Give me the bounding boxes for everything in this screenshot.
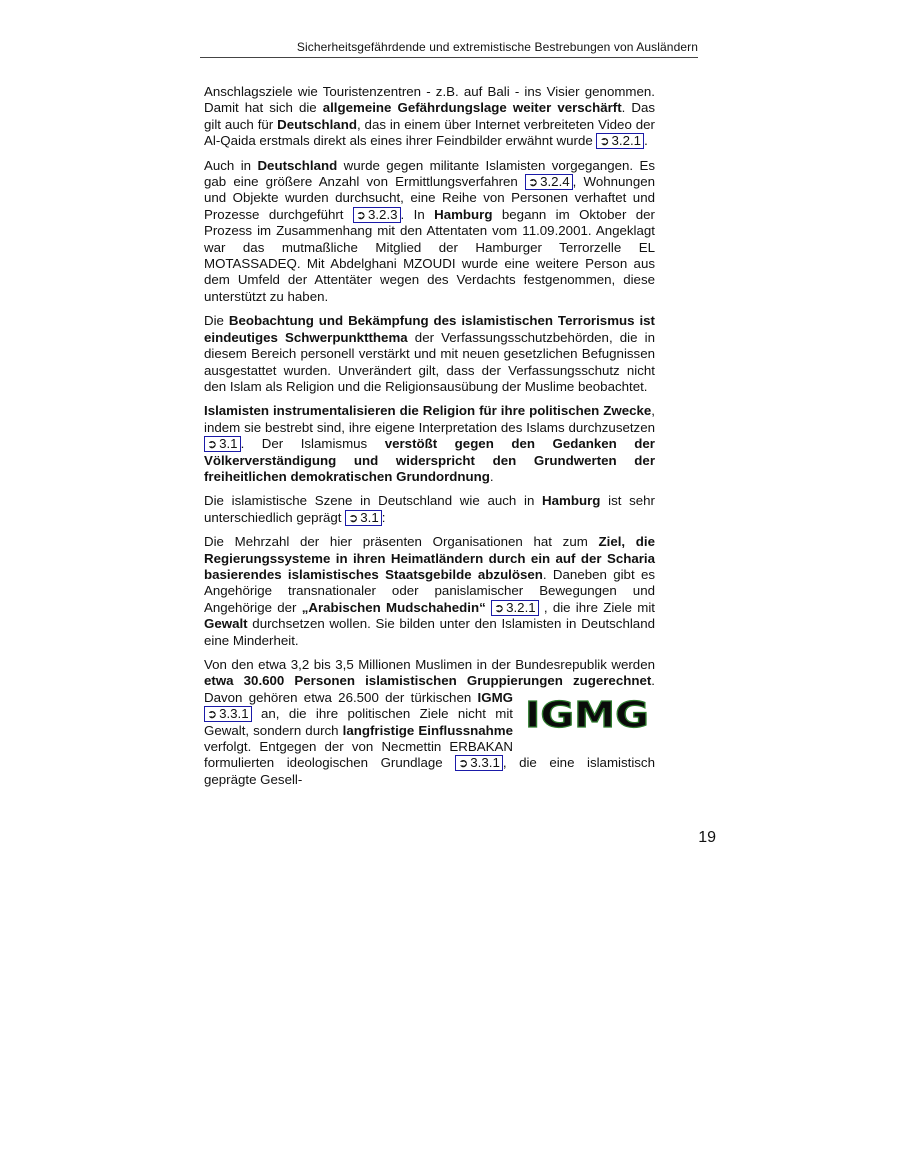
- text: durchsetzen wollen. Sie bilden unter den Islamisten in Deutschland eine Minderheit.: [204, 616, 655, 648]
- page-number: 19: [698, 829, 716, 846]
- text: . In: [400, 206, 435, 222]
- emphasis: Gewalt: [204, 616, 248, 632]
- text: .: [644, 133, 648, 149]
- reference-label: 3.1: [360, 509, 379, 525]
- header-rule: [200, 57, 698, 58]
- text: , die eine islamistisch geprägte Gesell-: [204, 755, 655, 787]
- text: begann im Oktober der Prozess im Zusammenhang mit den Attentaten vom 11.09.2001. Angeklagt war das mutmaßliche Mitglied der Hamburger Terrorzelle EL MOTASSADEQ. Mit Abdelghani MZOUDI wurde eine weitere Person aus dem Umfeld der Attentäter wegen des Verdachts festgenommen, diese unterstützt zu haben.: [204, 206, 655, 304]
- text: Anschlagsziele wie Touristenzentren - z.B. auf Bali - ins Visier genommen. Damit hat sich die: [204, 84, 655, 116]
- cross-reference-link[interactable]: [353, 207, 401, 223]
- text: , Wohnungen und Objekte wurden durchsucht, eine Reihe von Personen verhaftet und Prozesse durchgeführt: [204, 174, 656, 222]
- paragraph-1: [204, 84, 655, 150]
- text: . Der Islamismus: [240, 436, 385, 452]
- emphasis: „Arabischen Mudschahedin“: [301, 599, 486, 615]
- running-header: Sicherheitsgefährdende und extremistische Bestrebungen von Ausländern: [296, 40, 698, 54]
- arrow-right-icon: ➲: [494, 600, 505, 615]
- arrow-right-icon: ➲: [458, 756, 469, 771]
- emphasis: Ziel, die Regierungssysteme in ihren Heimatländern durch ein auf der Scharia basierendes islamistisches Staatsgebilde abzulösen: [204, 534, 656, 582]
- igmg-logo: [523, 696, 655, 738]
- text: , das in einem über Internet verbreiteten Video der Al-Qaida erstmals direkt als eines ihrer Feindbilder erwähnt wurde: [204, 116, 655, 149]
- cross-reference-link[interactable]: [455, 755, 503, 771]
- arrow-right-icon: ➲: [528, 175, 539, 190]
- text: . Davon gehören etwa 26.500 der türkischen: [204, 673, 655, 705]
- reference-label: 3.2.4: [540, 174, 570, 190]
- reference-label: 3.2.3: [367, 206, 398, 222]
- emphasis: langfristige Einflussnahme: [342, 722, 513, 738]
- arrow-right-icon: ➲: [348, 510, 359, 525]
- text: . Das gilt auch für: [204, 100, 655, 132]
- paragraph-5: [204, 493, 655, 526]
- text: wurde gegen militante Islamisten vorgegangen. Es gab eine größere Anzahl von Ermittlungsverfahren: [204, 157, 656, 190]
- text: verfolgt. Entgegen der von Necmettin ERBAKAN formulierten ideologischen Grundlage: [204, 739, 513, 771]
- text: Die: [204, 313, 229, 329]
- text: Die islamistische Szene in Deutschland wie auch in: [204, 493, 543, 509]
- emphasis: Deutschland: [277, 116, 357, 132]
- arrow-right-icon: ➲: [599, 134, 610, 149]
- cross-reference-link[interactable]: [491, 600, 539, 616]
- text: . Daneben gibt es Angehörige transnationaler oder panislamischer Bewegungen und Angehörige der: [204, 566, 655, 615]
- emphasis: verstößt gegen den Gedanken der Völkerverständigung und widerspricht den Grundwerten der freiheitlichen demokratischen Grundordnung: [204, 436, 655, 484]
- emphasis: Hamburg: [434, 206, 493, 222]
- text: an, die ihre politischen Ziele nicht mit Gewalt, sondern durch: [204, 706, 513, 738]
- paragraph-2: [204, 158, 655, 306]
- text: der Verfassungsschutzbehörden, die in diesem Bereich personell verstärkt und mit neuen gesetzlichen Befugnissen ausgestattet wurden. Unverändert gilt, dass der Verfassungsschutz nicht den Islam als Religion und die Religionsausübung der Muslime beobachtet.: [204, 329, 655, 394]
- paragraph-4: [204, 403, 655, 485]
- emphasis: IGMG: [477, 689, 513, 705]
- cross-reference-link[interactable]: [345, 510, 382, 526]
- arrow-right-icon: ➲: [355, 207, 366, 222]
- text: .: [489, 468, 494, 484]
- reference-label: 3.2.1: [611, 133, 642, 149]
- cross-reference-link[interactable]: [204, 436, 241, 452]
- text: ist sehr unterschiedlich geprägt: [204, 493, 655, 525]
- emphasis: Hamburg: [542, 493, 601, 509]
- arrow-right-icon: ➲: [207, 437, 218, 452]
- emphasis: etwa 30.600 Personen islamistischen Gruppierungen zugerechnet: [204, 673, 652, 689]
- cross-reference-link[interactable]: [525, 174, 573, 190]
- igmg-logo-lettering: IGMG: [525, 695, 649, 732]
- reference-label: 3.1: [219, 436, 238, 452]
- igmg-logo-graphic: [523, 696, 651, 732]
- reference-label: 3.3.1: [470, 755, 500, 771]
- text: , indem sie bestrebt sind, ihre eigene Interpretation des Islams durchzusetzen: [204, 403, 655, 435]
- emphasis: Islamisten instrumentalisieren die Religion für ihre politischen Zwecke: [204, 403, 652, 419]
- emphasis: Deutschland: [257, 157, 338, 173]
- text: Auch in: [204, 157, 258, 173]
- body-text: [204, 84, 655, 796]
- emphasis: Beobachtung und Bekämpfung des islamistischen Terrorismus ist eindeutiges Schwerpunktthema: [204, 313, 655, 345]
- reference-label: 3.3.1: [219, 706, 249, 722]
- text: Von den etwa 3,2 bis 3,5 Millionen Muslimen in der Bundesrepublik werden: [204, 657, 655, 672]
- cross-reference-link[interactable]: [596, 133, 644, 149]
- arrow-right-icon: ➲: [207, 707, 218, 722]
- reference-label: 3.2.1: [506, 599, 536, 615]
- paragraph-3: [204, 313, 655, 395]
- paragraph-7: [204, 657, 655, 788]
- paragraph-6: [204, 534, 655, 649]
- text: :: [381, 509, 386, 525]
- text: , die ihre Ziele mit: [538, 599, 656, 615]
- text: Die Mehrzahl der hier präsenten Organisationen hat zum: [204, 534, 599, 550]
- cross-reference-link[interactable]: [204, 706, 252, 722]
- emphasis: allgemeine Gefährdungslage weiter verschärft: [322, 100, 622, 116]
